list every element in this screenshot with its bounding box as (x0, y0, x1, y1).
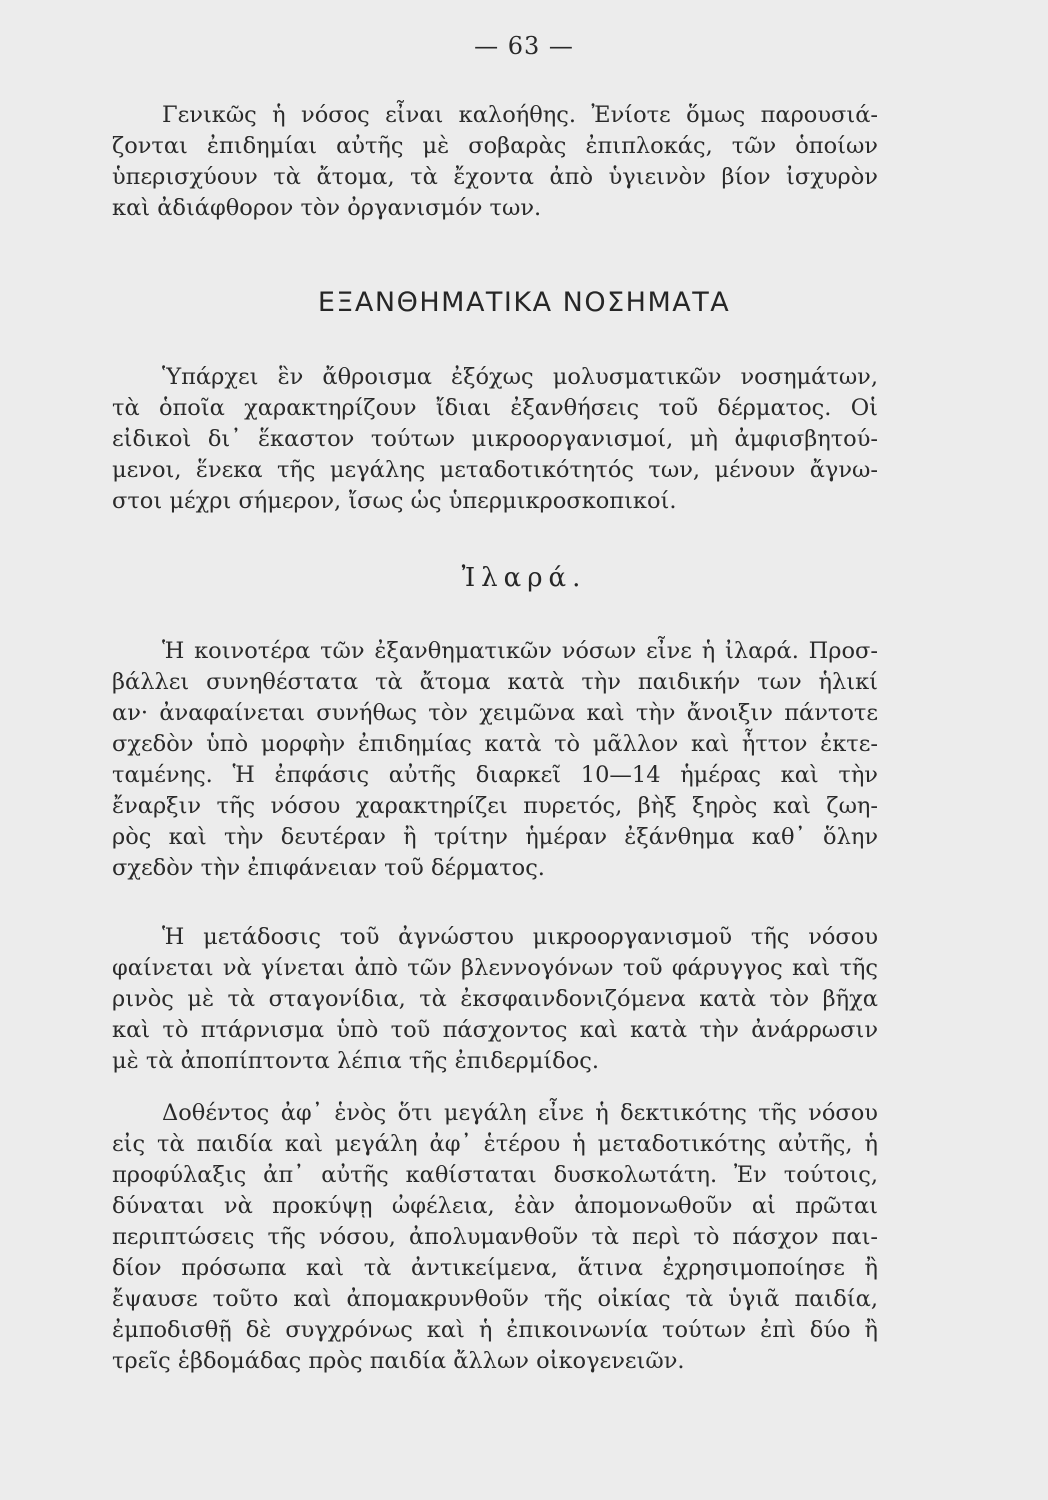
text-line: ταμένης. Ἡ ἐπφάσις αὐτῆς διαρκεῖ 10—14 ἡμέρας καὶ τὴν (112, 762, 878, 788)
text-line: καὶ τὸ πτάρνισμα ὑπὸ τοῦ πάσχοντος καὶ κατὰ τὴν ἀνάρρωσιν (112, 1017, 878, 1043)
text-line: δίον πρόσωπα καὶ τὰ ἀντικείμενα, ἅτινα ἐχρησιμοποίησε ἢ (112, 1255, 878, 1281)
text-line: εἰς τὰ παιδία καὶ μεγάλη ἀφ᾽ ἑτέρου ἡ μεταδοτικότης αὐτῆς, ἡ (112, 1131, 878, 1157)
text-line: καὶ ἀδιάφθορον τὸν ὀργανισμόν των. (112, 195, 542, 221)
text-line: περιπτώσεις τῆς νόσου, ἀπολυμανθοῦν τὰ περὶ τὸ πάσχον παι- (112, 1224, 878, 1250)
text-line: στοι μέχρι σήμερον, ἴσως ὡς ὑπερμικροσκοπικοί. (112, 488, 677, 514)
section-intro-paragraph (112, 362, 878, 517)
paragraph-1 (112, 636, 878, 884)
page-number: — 63 — (474, 32, 574, 60)
text-line: Ἡ κοινοτέρα τῶν ἐξανθηματικῶν νόσων εἶνε ἡ ἰλαρά. Προσ- (162, 638, 878, 664)
text-line: φαίνεται νὰ γίνεται ἀπὸ τῶν βλεννογόνων τοῦ φάρυγγος καὶ τῆς (112, 955, 878, 981)
text-line: μενοι, ἕνεκα τῆς μεγάλης μεταδοτικότητός των, μένουν ἄγνω- (112, 457, 878, 483)
text-line: σχεδὸν τὴν ἐπιφάνειαν τοῦ δέρματος. (112, 855, 545, 881)
text-line: ἐμποδισθῇ δὲ συγχρόνως καὶ ἡ ἐπικοινωνία τούτων ἐπὶ δύο ἢ (112, 1317, 878, 1343)
text-line: Γενικῶς ἡ νόσος εἶναι καλοήθης. Ἐνίοτε ὅμως παρουσιά- (162, 102, 878, 128)
text-line: εἰδικοὶ δι᾽ ἕκαστον τούτων μικροοργανισμοί, μὴ ἀμφισβητού- (112, 426, 878, 452)
paragraph-2 (112, 922, 878, 1077)
text-line: τὰ ὁποῖα χαρακτηρίζουν ἴδιαι ἐξανθήσεις τοῦ δέρματος. Οἱ (112, 395, 878, 421)
text-line: αν· ἀναφαίνεται συνήθως τὸν χειμῶνα καὶ τὴν ἄνοιξιν πάντοτε (112, 700, 878, 726)
text-line: σχεδὸν ὑπὸ μορφὴν ἐπιδημίας κατὰ τὸ μᾶλλον καὶ ἧττον ἐκτε- (112, 731, 878, 757)
paragraph-3 (112, 1098, 878, 1377)
subsection-heading: Ἰλαρά. (461, 563, 587, 593)
text-line: τρεῖς ἑβδομάδας πρὸς παιδία ἄλλων οἰκογενειῶν. (112, 1348, 685, 1374)
text-line: προφύλαξις ἀπ᾽ αὐτῆς καθίσταται δυσκολωτάτη. Ἐν τούτοις, (112, 1162, 878, 1188)
text-line: δύναται νὰ προκύψῃ ὠφέλεια, ἐὰν ἀπομονωθοῦν αἱ πρῶται (112, 1193, 878, 1219)
intro-paragraph (112, 100, 878, 224)
text-line: μὲ τὰ ἀποπίπτοντα λέπια τῆς ἐπιδερμίδος. (112, 1048, 599, 1074)
text-line: Ἡ μετάδοσις τοῦ ἀγνώστου μικροοργανισμοῦ τῆς νόσου (162, 924, 878, 950)
text-line: ἔψαυσε τοῦτο καὶ ἀπομακρυνθοῦν τῆς οἰκίας τὰ ὑγιᾶ παιδία, (112, 1286, 878, 1312)
text-line: Ὑπάρχει ἓν ἄθροισμα ἐξόχως μολυσματικῶν νοσημάτων, (162, 364, 878, 390)
text-line: ἔναρξιν τῆς νόσου χαρακτηρίζει πυρετός, βὴξ ξηρὸς καὶ ζωη- (112, 793, 878, 819)
text-line: βάλλει συνηθέστατα τὰ ἄτομα κατὰ τὴν παιδικήν των ἡλικί (112, 669, 878, 695)
section-heading: ΕΞΑΝΘΗΜΑΤΙΚΑ ΝΟΣΗΜΑΤΑ (317, 287, 731, 318)
text-line: ὑπερισχύουν τὰ ἄτομα, τὰ ἔχοντα ἀπὸ ὑγιεινὸν βίον ἰσχυρὸν (112, 164, 878, 190)
text-line: ζονται ἐπιδημίαι αὐτῆς μὲ σοβαρὰς ἐπιπλοκάς, τῶν ὁποίων (112, 133, 878, 159)
text-line: Δοθέντος ἀφ᾽ ἑνὸς ὅτι μεγάλη εἶνε ἡ δεκτικότης τῆς νόσου (162, 1100, 878, 1126)
text-line: ρὸς καὶ τὴν δευτέραν ἢ τρίτην ἡμέραν ἐξάνθημα καθ᾽ ὅλην (112, 824, 878, 850)
text-line: ρινὸς μὲ τὰ σταγονίδια, τὰ ἐκσφαινδονιζόμενα κατὰ τὸν βῆχα (112, 986, 878, 1012)
